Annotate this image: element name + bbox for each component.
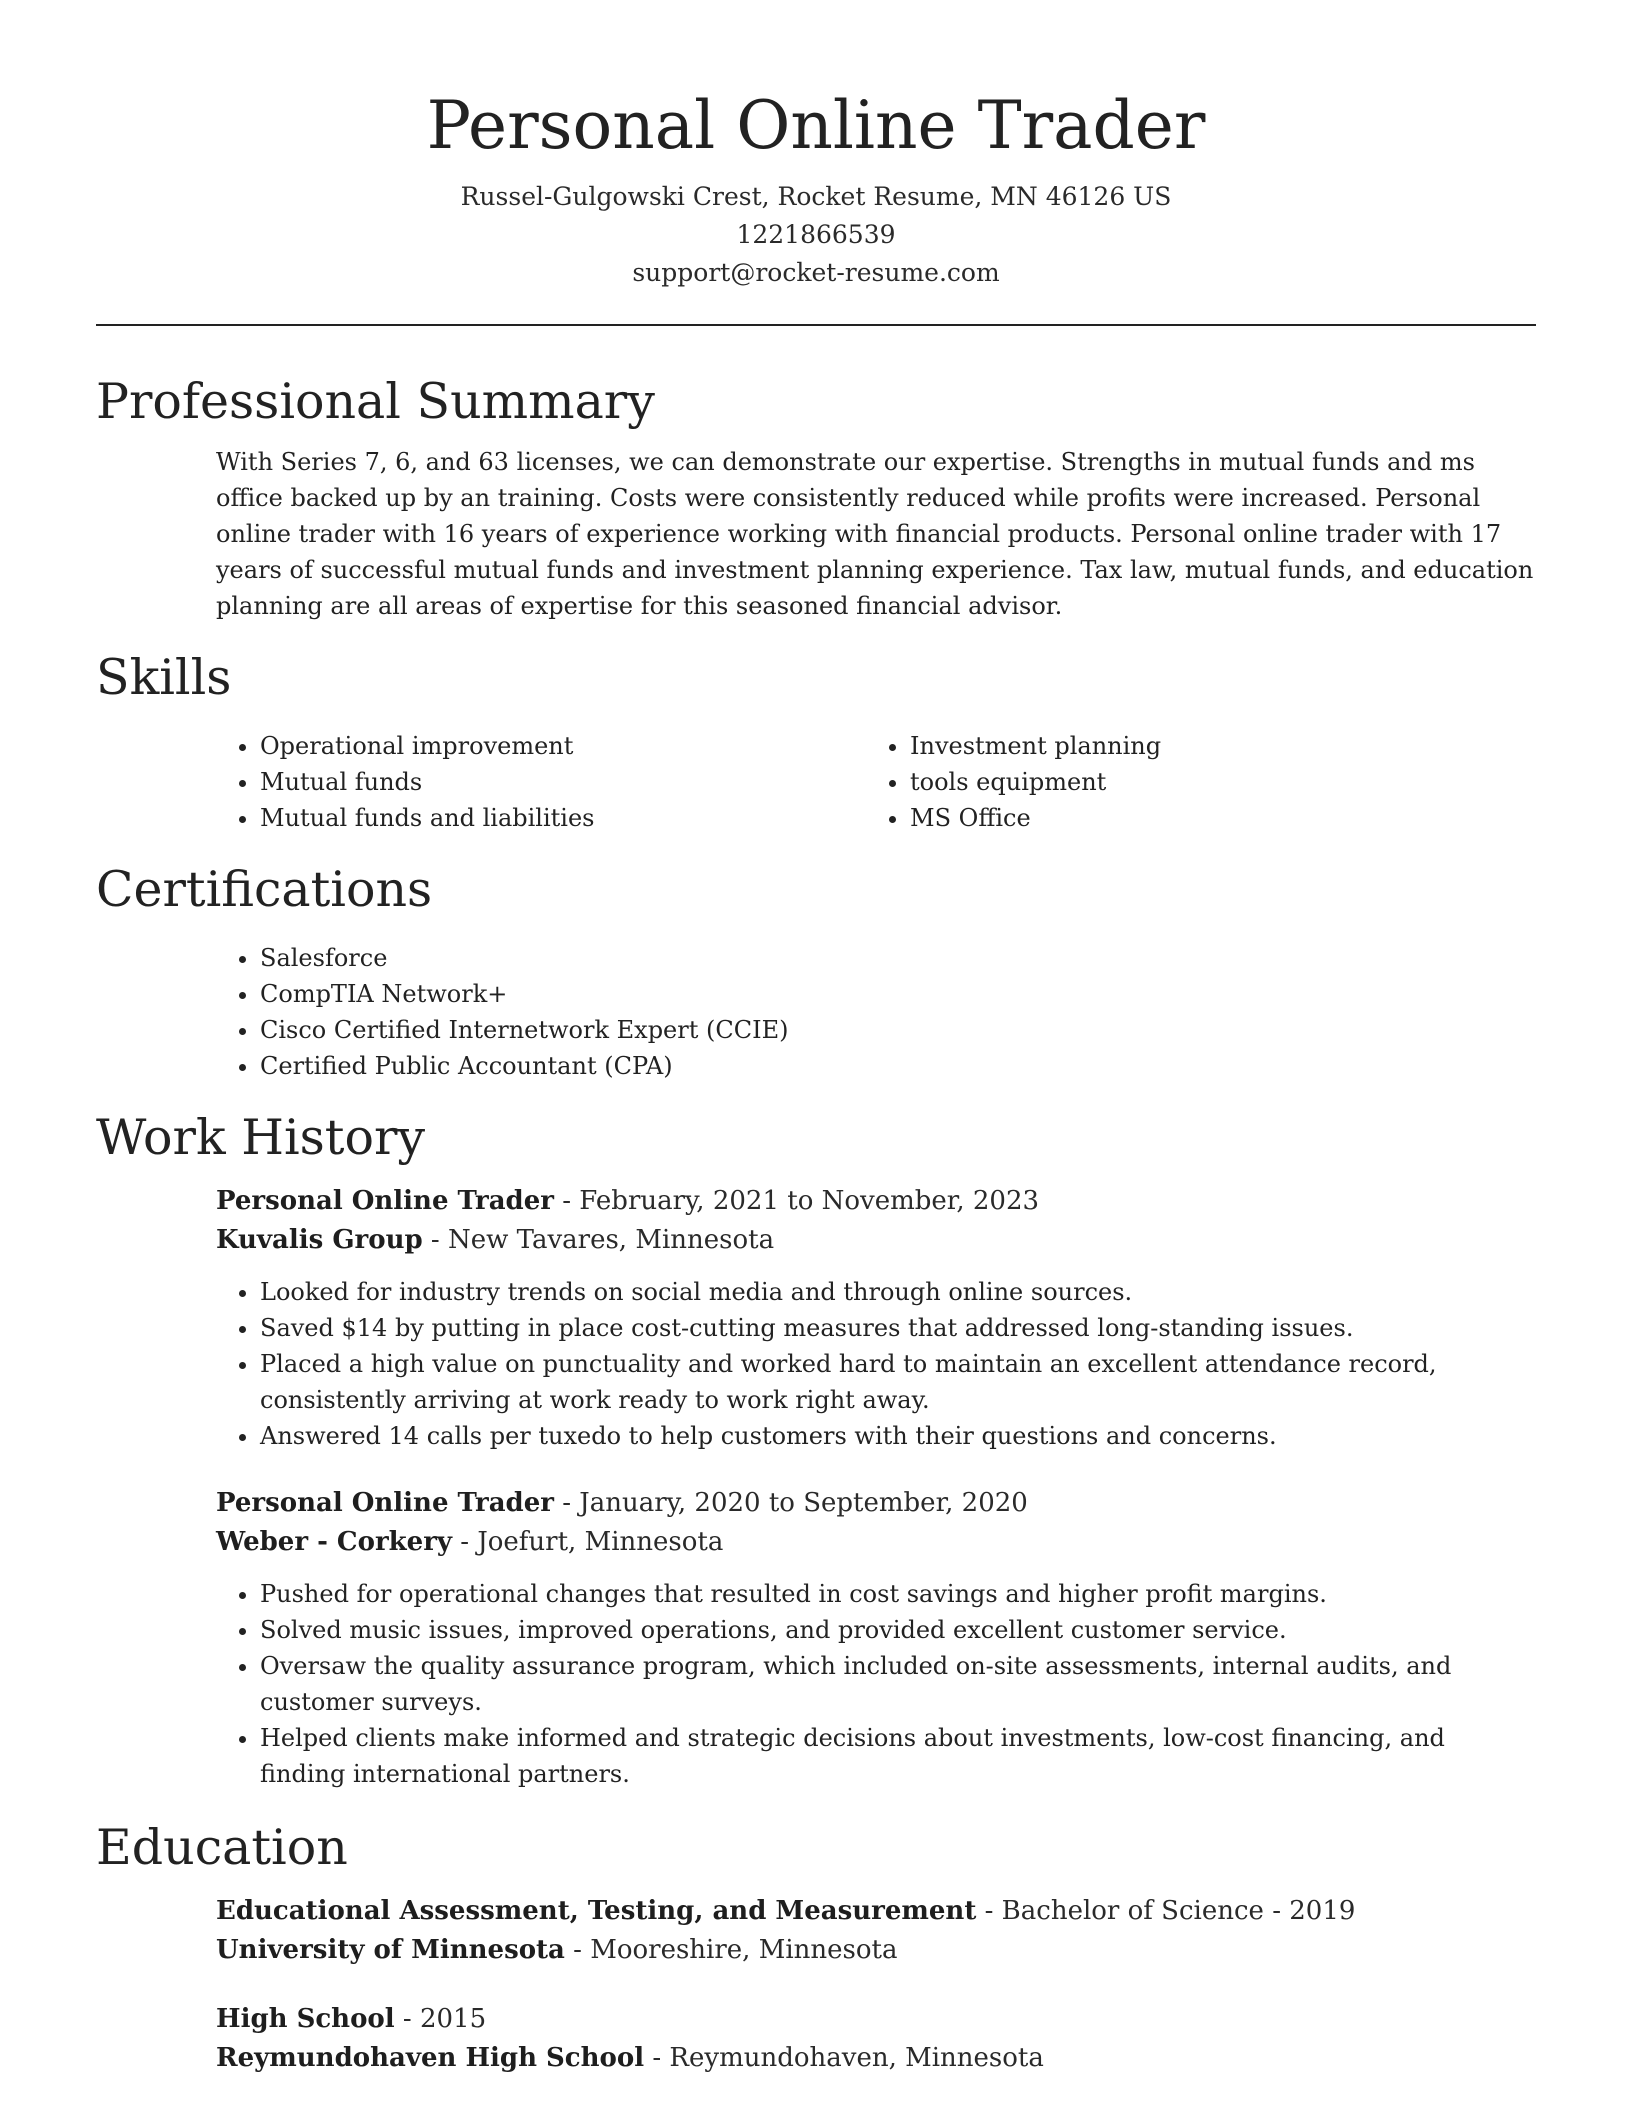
job-title: Personal Online Trader bbox=[216, 1186, 554, 1216]
resume-page bbox=[96, 0, 1536, 2078]
job-bullet: • Oversaw the quality assurance program, which included on-site assessments, internal audits, and customer surveys. bbox=[260, 1648, 1536, 1720]
summary-text: With Series 7, 6, and 63 licenses, we can demonstrate our expertise. Strengths in mutual funds and ms office backed up by an training. Costs were consistently reduced while profits were increased. Personal online trader with 16 years of experience working with financial products. Personal online trader with 17 years of successful mutual funds and investment planning experience. Tax law, mutual funds, and education planning are all areas of expertise for this seasoned financial advisor. bbox=[216, 448, 1534, 620]
contact-phone: 1221866539 bbox=[736, 220, 896, 249]
education-section bbox=[96, 1818, 1536, 2078]
education-degree: - Bachelor of Science - 2019 bbox=[984, 1896, 1356, 1926]
education-entry bbox=[96, 2000, 1536, 2078]
education-school-line bbox=[216, 2039, 1536, 2078]
job-company: Weber - Corkery bbox=[216, 1527, 453, 1557]
contact-info bbox=[96, 178, 1536, 292]
job-bullet: • Looked for industry trends on social media and through online sources. bbox=[260, 1274, 1536, 1310]
summary-section bbox=[96, 372, 1536, 624]
job-bullet: • Helped clients make informed and strategic decisions about investments, low-cost financing, and finding international partners. bbox=[260, 1720, 1536, 1792]
job-bullets bbox=[216, 1274, 1536, 1454]
job-dates: - February, 2021 to November, 2023 bbox=[562, 1186, 1040, 1216]
skill-item: • MS Office bbox=[910, 800, 1516, 836]
education-field: High School bbox=[216, 2004, 395, 2034]
skill-item: • Mutual funds bbox=[260, 764, 866, 800]
job-bullets bbox=[216, 1576, 1536, 1792]
resume-header bbox=[96, 0, 1536, 292]
contact-email: support@rocket-resume.com bbox=[632, 258, 1000, 287]
job-title: Personal Online Trader bbox=[216, 1488, 554, 1518]
education-degree-line bbox=[216, 1892, 1536, 1931]
job-title-line bbox=[216, 1182, 1536, 1221]
education-degree: - 2015 bbox=[402, 2004, 487, 2034]
job-company: Kuvalis Group bbox=[216, 1225, 423, 1255]
skill-item: • Investment planning bbox=[910, 728, 1516, 764]
certification-item: • CompTIA Network+ bbox=[260, 976, 1536, 1012]
education-entry bbox=[96, 1892, 1536, 1970]
education-field: Educational Assessment, Testing, and Measurement bbox=[216, 1896, 977, 1926]
certifications-list bbox=[216, 940, 1536, 1084]
education-degree-line bbox=[216, 2000, 1536, 2039]
education-school-line bbox=[216, 1931, 1536, 1970]
job-bullet: • Pushed for operational changes that resulted in cost savings and higher profit margins. bbox=[260, 1576, 1536, 1612]
certification-item: • Salesforce bbox=[260, 940, 1536, 976]
job-bullet: • Placed a high value on punctuality and worked hard to maintain an excellent attendance record, consistently arriving at work ready to work right away. bbox=[260, 1346, 1536, 1418]
job-company-line bbox=[216, 1523, 1536, 1562]
header-divider bbox=[96, 324, 1536, 326]
certification-item: • Certified Public Accountant (CPA) bbox=[260, 1048, 1536, 1084]
job-entry bbox=[96, 1182, 1536, 1454]
job-location: - New Tavares, Minnesota bbox=[430, 1225, 775, 1255]
job-entry bbox=[96, 1484, 1536, 1792]
skills-section bbox=[96, 648, 1536, 836]
job-bullet: • Solved music issues, improved operations, and provided excellent customer service. bbox=[260, 1612, 1536, 1648]
job-bullet: • Answered 14 calls per tuxedo to help customers with their questions and concerns. bbox=[260, 1418, 1536, 1454]
skills-column-left bbox=[216, 728, 866, 836]
job-dates: - January, 2020 to September, 2020 bbox=[562, 1488, 1028, 1518]
education-heading: Education bbox=[96, 1819, 348, 1876]
skill-item: • Operational improvement bbox=[260, 728, 866, 764]
certifications-heading: Certifications bbox=[96, 861, 433, 918]
education-school: University of Minnesota bbox=[216, 1935, 565, 1965]
summary-heading: Professional Summary bbox=[96, 373, 655, 430]
education-location: - Mooreshire, Minnesota bbox=[573, 1935, 898, 1965]
education-location: - Reymundohaven, Minnesota bbox=[652, 2043, 1044, 2073]
certifications-section bbox=[96, 860, 1536, 1084]
job-location: - Joefurt, Minnesota bbox=[460, 1527, 724, 1557]
certification-item: • Cisco Certified Internetwork Expert (CCIE) bbox=[260, 1012, 1536, 1048]
work-history-section bbox=[96, 1108, 1536, 1792]
education-school: Reymundohaven High School bbox=[216, 2043, 645, 2073]
resume-name: Personal Online Trader bbox=[426, 87, 1206, 164]
skills-list bbox=[96, 728, 1536, 836]
job-company-line bbox=[216, 1221, 1536, 1260]
job-bullet: • Saved $14 by putting in place cost-cutting measures that addressed long-standing issues. bbox=[260, 1310, 1536, 1346]
skills-heading: Skills bbox=[96, 649, 232, 706]
job-title-line bbox=[216, 1484, 1536, 1523]
skills-column-right bbox=[866, 728, 1516, 836]
work-history-heading: Work History bbox=[96, 1109, 426, 1166]
skill-item: • tools equipment bbox=[910, 764, 1516, 800]
skill-item: • Mutual funds and liabilities bbox=[260, 800, 866, 836]
contact-address: Russel-Gulgowski Crest, Rocket Resume, MN 46126 US bbox=[460, 182, 1172, 211]
